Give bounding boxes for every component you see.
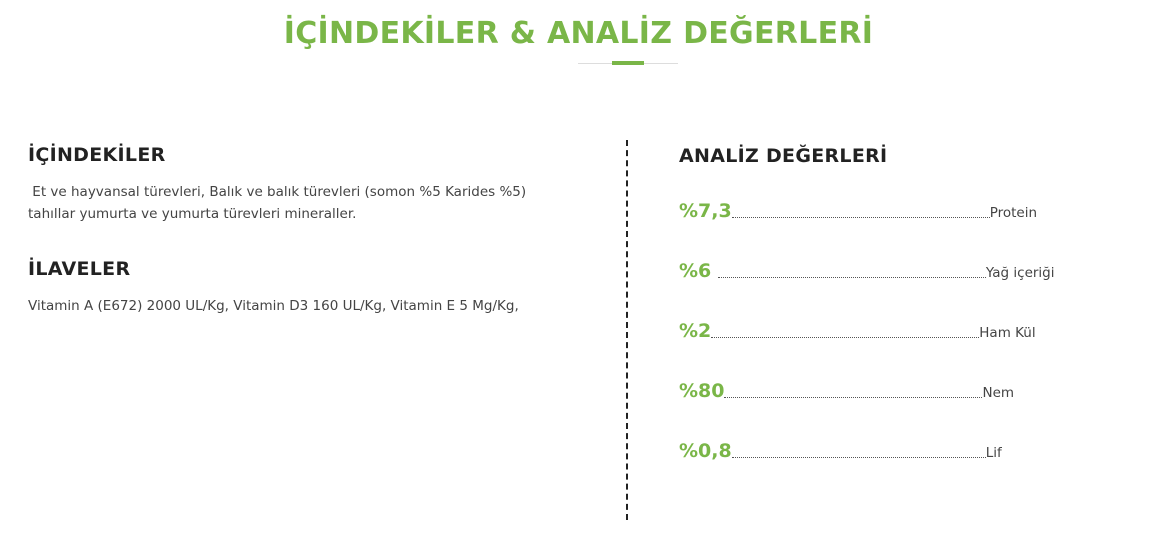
ingredients-line-2: tahıllar yumurta ve yumurta türevleri mineraller. [28,206,357,222]
dot-leader [724,397,982,398]
analysis-row-moisture [679,376,1014,402]
analysis-label: Nem [982,385,1015,401]
title-underline-accent [612,61,644,65]
analysis-label: Protein [989,205,1038,221]
analysis-row-protein [679,196,1037,222]
analysis-heading: ANALİZ DEĞERLERİ [679,145,888,167]
ingredients-heading: İÇİNDEKİLER [28,144,166,166]
ingredients-text [28,181,588,225]
analysis-value: %80 [679,380,725,402]
analysis-label: Yağ içeriği [985,265,1055,281]
analysis-row-fat [679,256,1055,282]
additives-text: Vitamin A (E672) 2000 UL/Kg, Vitamin D3 160 UL/Kg, Vitamin E 5 Mg/Kg, [28,298,519,314]
analysis-label: Ham Kül [979,325,1036,341]
dot-leader [711,337,979,338]
analysis-value: %7,3 [679,200,732,222]
dot-leader [732,457,986,458]
ingredients-line-1: Et ve hayvansal türevleri, Balık ve balık türevleri (somon %5 Karides %5) [28,184,527,200]
analysis-value: %0,8 [679,440,732,462]
analysis-value: %6 [679,260,718,282]
column-divider [626,140,628,520]
page-title: İÇİNDEKİLER & ANALİZ DEĞERLERİ [283,16,874,51]
analysis-row-ash [679,316,1036,342]
additives-heading: İLAVELER [28,258,131,280]
dot-leader [718,277,986,278]
analysis-row-fiber [679,436,1002,462]
analysis-value: %2 [679,320,712,342]
analysis-label: Lif [985,445,1002,461]
dot-leader [732,217,990,218]
